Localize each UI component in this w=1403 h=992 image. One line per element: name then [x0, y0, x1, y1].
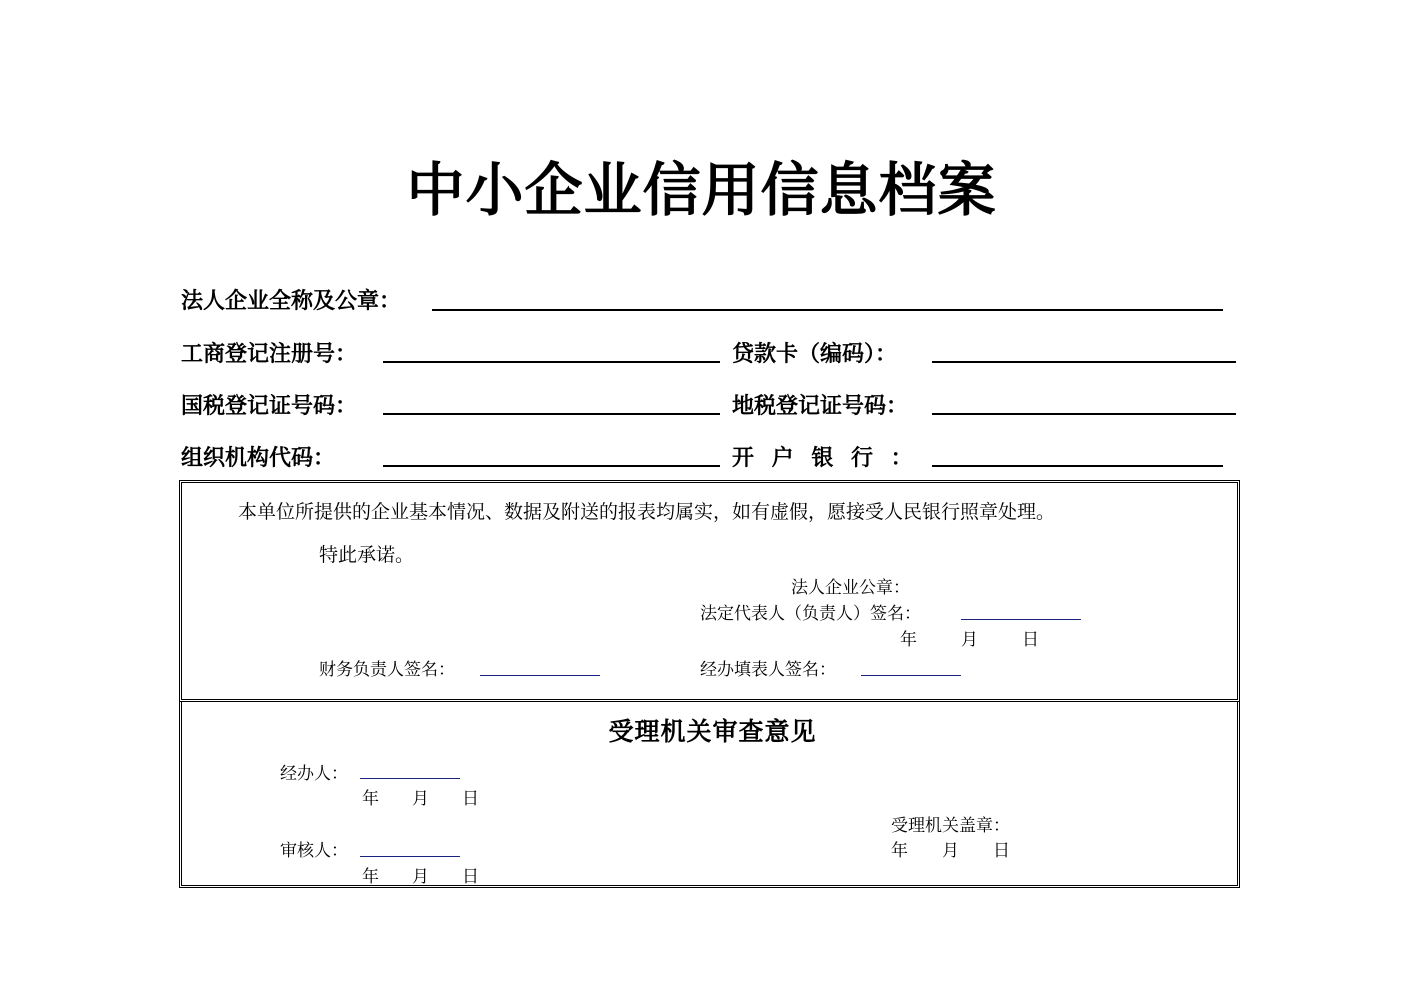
reviewer-date-year: 年: [362, 867, 379, 887]
business-reg-label: 工商登记注册号：: [181, 341, 358, 367]
finance-label: 财务负责人签名：: [319, 660, 455, 680]
local-tax-field[interactable]: [932, 413, 1236, 415]
reviewer-date-day: 日: [462, 867, 479, 887]
pledge-date-day: 日: [1022, 630, 1039, 650]
seal-date-day: 日: [993, 841, 1010, 861]
pledge-statement: 本单位所提供的企业基本情况、数据及附送的报表均属实，如有虚假，愿接受人民银行照章处理。: [238, 501, 1056, 523]
seal-date-month: 月: [942, 841, 959, 861]
national-tax-label: 国税登记证号码：: [181, 393, 358, 419]
legal-rep-label: 法定代表人（负责人）签名：: [700, 604, 921, 624]
company-name-label: 法人企业全称及公章：: [181, 288, 402, 314]
filler-label: 经办填表人签名：: [700, 660, 836, 680]
pledge-date-month: 月: [961, 630, 978, 650]
handler-signature-line[interactable]: [360, 778, 460, 779]
pledge-date-year: 年: [900, 630, 917, 650]
handler-label: 经办人：: [280, 764, 348, 784]
company-name-field[interactable]: [432, 309, 1223, 311]
loan-card-field[interactable]: [932, 361, 1236, 363]
reviewer-signature-line[interactable]: [360, 856, 460, 857]
bank-label: 开 户 银 行 ：: [732, 445, 913, 471]
filler-signature-line[interactable]: [861, 675, 961, 676]
loan-card-label: 贷款卡（编码）：: [732, 341, 898, 367]
org-code-field[interactable]: [383, 465, 720, 467]
pledge-closing: 特此承诺。: [319, 544, 415, 566]
reviewer-label: 审核人：: [280, 841, 348, 861]
handler-date-day: 日: [462, 789, 479, 809]
page-title: 中小企业信用信息档案: [406, 156, 997, 224]
company-seal-label: 法人企业公章：: [791, 578, 910, 598]
bank-field[interactable]: [932, 465, 1223, 467]
handler-date-year: 年: [362, 789, 379, 809]
handler-date-month: 月: [412, 789, 429, 809]
finance-signature-line[interactable]: [480, 675, 600, 676]
legal-rep-signature-line[interactable]: [961, 619, 1081, 620]
national-tax-field[interactable]: [383, 413, 720, 415]
org-code-label: 组织机构代码：: [181, 445, 336, 471]
review-seal-label: 受理机关盖章：: [891, 816, 1010, 836]
local-tax-label: 地税登记证号码：: [732, 393, 909, 419]
review-box: [179, 702, 1240, 888]
reviewer-date-month: 月: [412, 867, 429, 887]
seal-date-year: 年: [891, 841, 908, 861]
business-reg-field[interactable]: [383, 361, 720, 363]
review-heading: 受理机关审查意见: [608, 717, 817, 746]
pledge-box: [179, 480, 1240, 702]
